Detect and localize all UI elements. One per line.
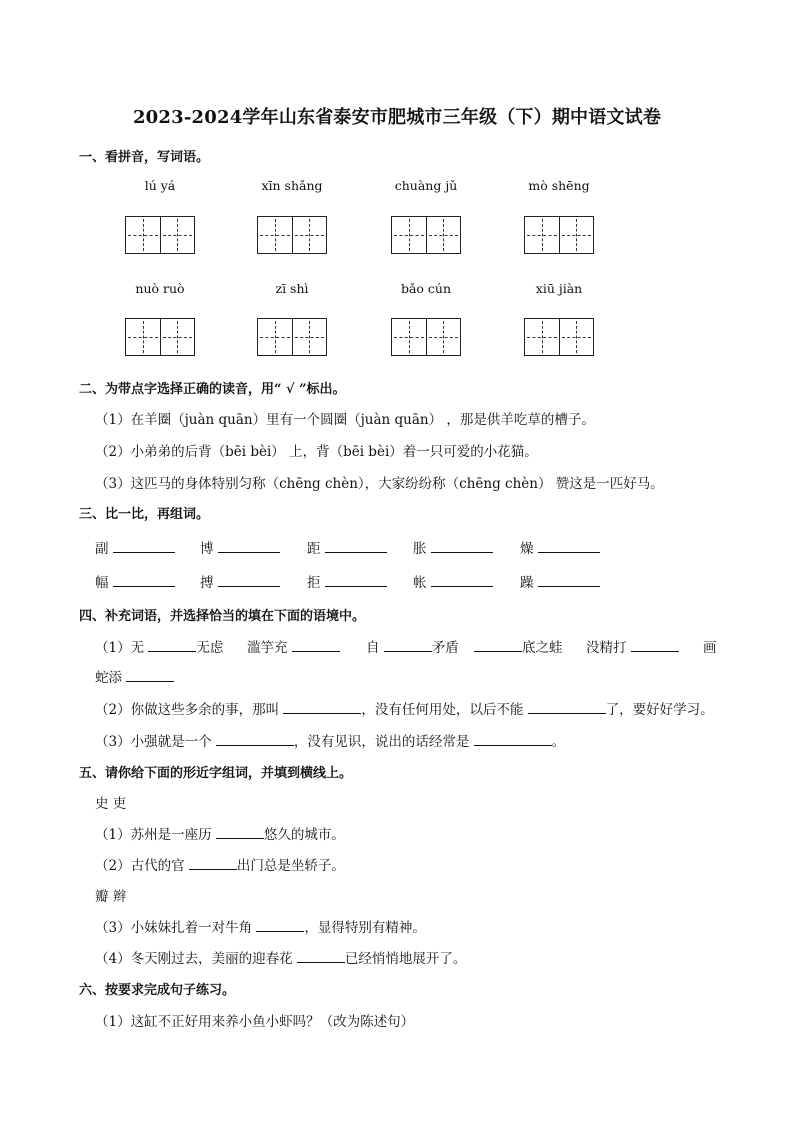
idiom-text: 自 [366, 640, 380, 656]
answer-blank[interactable] [292, 637, 340, 652]
idiom-text: 无虑 [196, 640, 224, 656]
question-part: ，没有见识，说出的话经常是 [293, 734, 470, 750]
section-5-heading: 五、请你给下面的形近字组词，并填到横线上。 [79, 766, 353, 781]
compare-char: 胀 [413, 541, 427, 557]
idiom-text: 蛇添 [95, 670, 122, 686]
question-part: 已经悄悄地展开了。 [344, 951, 467, 967]
pinyin-label: bǎo cún [400, 281, 452, 296]
question-text [95, 916, 426, 936]
pinyin-label: chuàng jǔ [394, 178, 458, 193]
compare-char: 拒 [307, 575, 321, 591]
question-part: （3）小妹妹扎着一对牛角 [95, 920, 253, 936]
section-4-heading: 四、补充词语，并选择恰当的填在下面的语境中。 [79, 609, 366, 624]
question-part: 悠久的城市。 [263, 827, 345, 843]
pinyin-label: nuò ruò [135, 281, 185, 296]
question-text [95, 823, 345, 843]
writing-grid[interactable] [125, 318, 195, 356]
question-text: （2）小弟弟的后背（bēi bèi） 上，背（bēi bèi）着一只可爱的小花猫。 [95, 444, 538, 460]
compare-char: 燥 [520, 541, 534, 557]
question-text: （1）这缸不正好用来养小鱼小虾吗？（改为陈述句） [95, 1014, 415, 1030]
idiom-item [247, 636, 340, 656]
answer-blank[interactable] [218, 538, 280, 553]
answer-blank[interactable] [283, 699, 361, 714]
idiom-text: 画 [703, 640, 717, 656]
writing-grid[interactable] [524, 216, 594, 254]
question-part: （3）小强就是一个 [95, 734, 212, 750]
writing-grid[interactable] [125, 216, 195, 254]
pinyin-label: zī shì [275, 281, 309, 296]
compare-char: 搏 [200, 575, 214, 591]
question-part: ，显得特别有精神。 [304, 920, 426, 936]
writing-grid[interactable] [257, 216, 327, 254]
compare-char: 博 [200, 541, 214, 557]
answer-blank[interactable] [148, 637, 196, 652]
question-text [95, 947, 466, 967]
question-text: （3）这匹马的身体特别匀称（chēng chèn），大家纷纷称（chēng chèn） 赞这是一匹好马。 [95, 476, 664, 492]
idiom-item [586, 636, 679, 656]
answer-blank[interactable] [325, 572, 387, 587]
answer-blank[interactable] [631, 637, 679, 652]
answer-blank[interactable] [216, 824, 264, 839]
pinyin-label: mò shēng [528, 178, 590, 193]
answer-blank[interactable] [126, 667, 174, 682]
compare-char: 幅 [95, 575, 109, 591]
pinyin-label: lú yá [144, 178, 176, 193]
answer-blank[interactable] [538, 572, 600, 587]
section-2-heading: 二、为带点字选择正确的读音，用“ √ ”标出。 [79, 382, 346, 397]
answer-blank[interactable] [189, 855, 237, 870]
answer-blank[interactable] [113, 572, 175, 587]
answer-blank[interactable] [538, 538, 600, 553]
question-part: （2）古代的官 [95, 858, 185, 874]
compare-char: 躁 [520, 575, 534, 591]
question-part: 了，要好好学习。 [605, 702, 714, 718]
answer-blank[interactable] [384, 637, 432, 652]
answer-blank[interactable] [474, 637, 522, 652]
compare-char: 副 [95, 541, 109, 557]
compare-char: 距 [307, 541, 321, 557]
question-part: （1）苏州是一座历 [95, 827, 212, 843]
writing-grid[interactable] [524, 318, 594, 356]
writing-grid[interactable] [257, 318, 327, 356]
idiom-item [95, 636, 223, 656]
idiom-item [366, 636, 459, 656]
question-part: 。 [551, 734, 566, 750]
answer-blank[interactable] [297, 948, 345, 963]
idiom-text: 矛盾 [431, 640, 459, 656]
idiom-text: 底之蛙 [522, 640, 563, 656]
answer-blank[interactable] [528, 699, 606, 714]
writing-grid[interactable] [391, 216, 461, 254]
answer-blank[interactable] [113, 538, 175, 553]
answer-blank[interactable] [216, 731, 294, 746]
answer-blank[interactable] [431, 572, 493, 587]
question-text [95, 698, 714, 718]
char-pair: 史 吏 [95, 796, 127, 812]
section-6-heading: 六、按要求完成句子练习。 [79, 983, 236, 998]
answer-blank[interactable] [431, 538, 493, 553]
question-part: ，没有任何用处，以后不能 [361, 702, 524, 718]
question-text [95, 854, 345, 874]
answer-blank[interactable] [256, 917, 304, 932]
idiom-text: 没精打 [586, 640, 627, 656]
question-part: （4）冬天刚过去，美丽的迎春花 [95, 951, 293, 967]
answer-blank[interactable] [325, 538, 387, 553]
section-1-heading: 一、看拼音，写词语。 [79, 150, 210, 165]
question-text: （1）在羊圈（juàn quān）里有一个圆圈（juàn quān） ，那是供羊吃草的槽子。 [95, 412, 595, 428]
answer-blank[interactable] [474, 731, 552, 746]
idiom-text: 滥竽充 [247, 640, 288, 656]
idiom-item [474, 636, 563, 656]
question-part: 出门总是坐轿子。 [236, 858, 345, 874]
writing-grid[interactable] [391, 318, 461, 356]
answer-blank[interactable] [218, 572, 280, 587]
question-part: （2）你做这些多余的事，那叫 [95, 702, 280, 718]
compare-char: 帐 [413, 575, 427, 591]
pinyin-label: xiū jiàn [535, 281, 583, 296]
page-title: 2023-2024学年山东省泰安市肥城市三年级（下）期中语文试卷 [132, 107, 662, 128]
char-pair: 瓣 辫 [95, 889, 127, 905]
question-text [95, 730, 565, 750]
section-3-heading: 三、比一比，再组词。 [79, 507, 210, 522]
idiom-text: （1）无 [95, 640, 145, 656]
idiom-item [95, 666, 174, 686]
pinyin-label: xīn shǎng [261, 178, 323, 193]
